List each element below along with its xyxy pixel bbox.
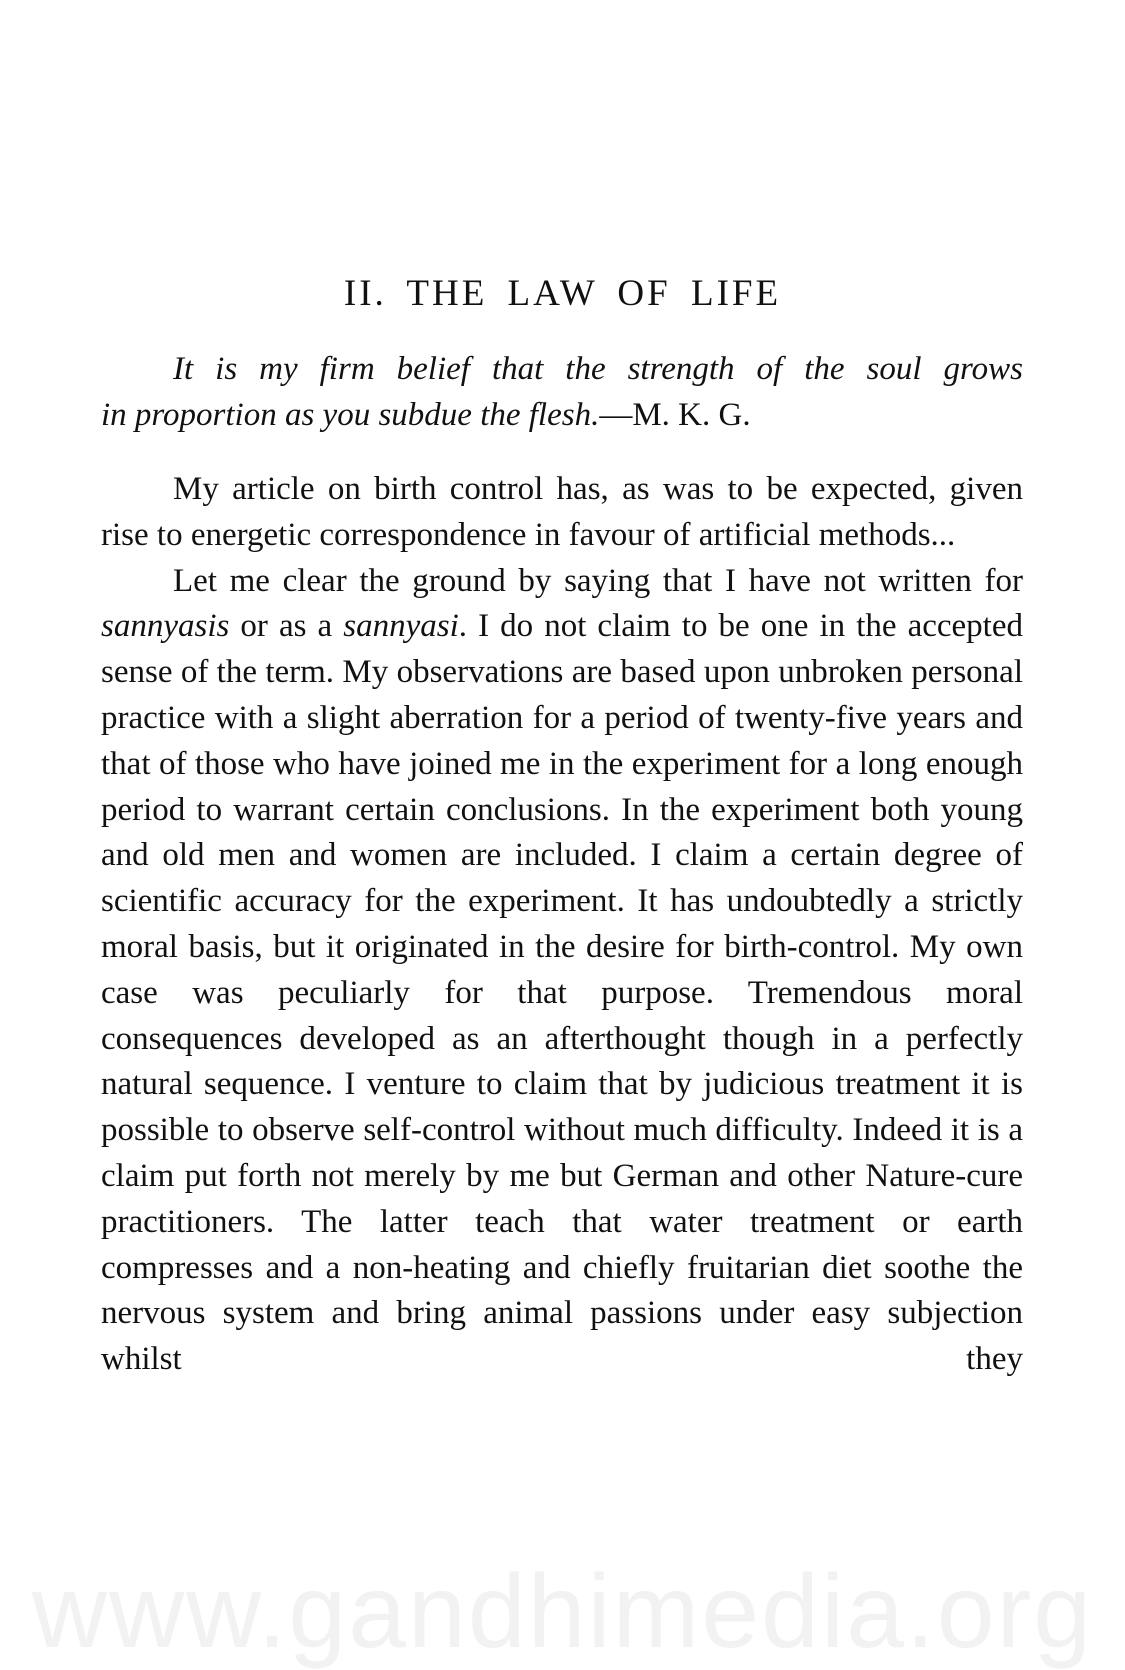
- epigraph: [101, 346, 1023, 438]
- epigraph-line-2: in proportion as you subdue the flesh.: [101, 397, 600, 433]
- paragraph-1: My article on birth control has, as was to be expected, given rise to energetic correspondence in favour of artificial methods...: [101, 471, 1023, 553]
- paragraph-2-text-c: . I do not claim to be one in the accepted sense of the term. My observations are based upon unbroken personal practice with a slight aberration for a period of twenty-five years and that of those who have joined me in the experiment for a long enough period to warrant certain conclusions. In the experiment both young and old men and women are included. I claim a certain degree of scientific accuracy for the experiment. It has undoubtedly a strictly moral basis, but it originated in the desire for birth-control. My own case was peculiarly for that purpose. Tremendous moral consequences developed as an afterthought though in a perfectly natural sequence. I venture to claim that by judicious treatment it is possible to observe self-control without much difficulty. Indeed it is a claim put forth not merely by me but German and other Nature-cure practitioners. The latter teach that water treatment or earth compresses and a non-heating and chiefly fruitarian diet soothe the nervous system and bring animal passions under easy subjection whilst they: [101, 608, 1023, 1378]
- paragraph-2-text-b: or as a: [229, 608, 344, 645]
- paragraph-2-text-a: Let me clear the ground by saying that I have not written for: [173, 562, 1023, 599]
- body-text: [101, 467, 1023, 1383]
- sannyasi-term: sannyasi: [343, 608, 459, 645]
- sannyasis-term: sannyasis: [101, 608, 230, 645]
- epigraph-attribution: —M. K. G.: [599, 397, 751, 433]
- epigraph-line-1: It is my firm belief that the strength of the soul grows: [173, 351, 1023, 387]
- chapter-title: II. THE LAW OF LIFE: [343, 273, 782, 314]
- watermark: www.gandhimedia.org: [31, 1554, 1094, 1670]
- paragraph-2: [101, 559, 1023, 1383]
